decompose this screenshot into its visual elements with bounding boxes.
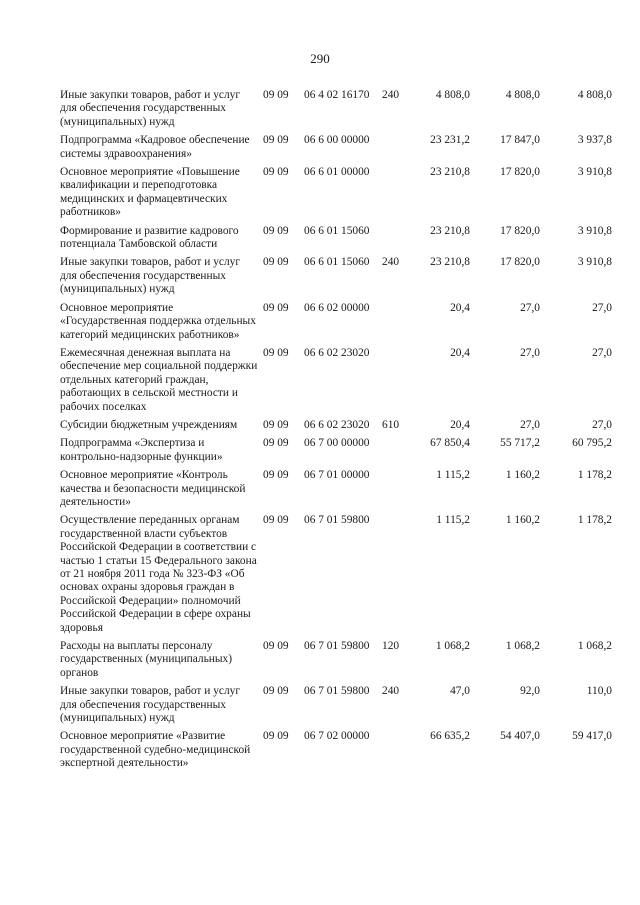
table-row [60, 166, 620, 220]
row-value-1: 47,0 [450, 685, 470, 698]
budget-table [60, 89, 620, 776]
row-value-1: 23 210,8 [430, 256, 470, 269]
table-row [60, 225, 620, 252]
row-value-3: 3 910,8 [577, 166, 612, 179]
row-value-1: 23 210,8 [430, 224, 470, 237]
row-section: 09 09 [263, 256, 289, 269]
row-value-3: 3 937,8 [577, 134, 612, 147]
row-target-article: 06 6 02 23020 [304, 418, 370, 431]
row-expense-type: 610 [382, 418, 400, 431]
row-value-3: 4 808,0 [577, 89, 612, 101]
row-value-3: 3 910,8 [577, 224, 612, 237]
row-value-3: 27,0 [592, 346, 612, 359]
row-value-2: 4 808,0 [505, 89, 540, 101]
row-value-1: 23 231,2 [430, 134, 470, 147]
row-section: 09 09 [263, 437, 289, 450]
row-value-3: 1 178,2 [577, 469, 612, 482]
row-value-2: 54 407,0 [500, 730, 540, 743]
row-value-2: 17 820,0 [500, 256, 540, 269]
row-name: Основное мероприятие «Развитие государственной судебно-медицинской экспертной деятельности» [60, 730, 251, 770]
row-target-article: 06 6 01 00000 [304, 166, 370, 179]
row-target-article: 06 7 02 00000 [304, 730, 370, 743]
row-value-2: 27,0 [520, 346, 540, 359]
row-section: 09 09 [263, 89, 289, 101]
row-section: 09 09 [263, 346, 289, 359]
row-value-2: 17 820,0 [500, 224, 540, 237]
row-section: 09 09 [263, 685, 289, 698]
row-name: Подпрограмма «Экспертиза и контрольно-надзорные функции» [60, 437, 223, 463]
row-value-2: 1 160,2 [505, 514, 540, 527]
row-name: Субсидии бюджетным учреждениям [60, 418, 238, 431]
row-value-2: 1 160,2 [505, 469, 540, 482]
table-row [60, 256, 620, 296]
row-target-article: 06 7 01 00000 [304, 469, 370, 482]
table-row [60, 685, 620, 725]
row-value-2: 27,0 [520, 301, 540, 314]
row-value-1: 20,4 [450, 346, 470, 359]
row-value-2: 55 717,2 [500, 437, 540, 450]
row-section: 09 09 [263, 224, 289, 237]
row-section: 09 09 [263, 418, 289, 431]
row-section: 09 09 [263, 469, 289, 482]
row-expense-type: 120 [382, 640, 400, 653]
row-value-1: 20,4 [450, 301, 470, 314]
row-target-article: 06 6 01 15060 [304, 256, 370, 269]
row-expense-type: 240 [382, 89, 400, 101]
row-value-3: 1 178,2 [577, 514, 612, 527]
row-value-1: 1 115,2 [436, 469, 470, 482]
row-name: Иные закупки товаров, работ и услуг для обеспечения государственных (муниципальных) нужд [60, 685, 241, 725]
row-value-3: 59 417,0 [572, 730, 612, 743]
row-section: 09 09 [263, 730, 289, 743]
row-value-1: 23 210,8 [430, 166, 470, 179]
row-target-article: 06 7 01 59800 [304, 514, 370, 527]
row-section: 09 09 [263, 640, 289, 653]
table-row [60, 469, 620, 509]
row-value-2: 17 847,0 [500, 134, 540, 147]
row-value-1: 67 850,4 [430, 437, 470, 450]
row-name: Формирование и развитие кадрового потенциала Тамбовской области [60, 224, 239, 251]
row-target-article: 06 7 00 00000 [304, 437, 370, 450]
row-value-3: 3 910,8 [577, 256, 612, 269]
row-value-1: 66 635,2 [430, 730, 470, 743]
row-value-3: 60 795,2 [572, 437, 612, 450]
row-value-3: 1 068,2 [577, 640, 612, 653]
table-row [60, 347, 620, 414]
row-section: 09 09 [263, 301, 289, 314]
row-target-article: 06 7 01 59800 [304, 685, 370, 698]
row-value-1: 1 068,2 [435, 640, 470, 653]
table-row [60, 302, 620, 342]
table-row [60, 437, 620, 464]
row-value-2: 17 820,0 [500, 166, 540, 179]
row-target-article: 06 6 00 00000 [304, 134, 370, 147]
row-target-article: 06 4 02 16170 [304, 89, 370, 101]
row-name: Расходы на выплаты персоналу государственных (муниципальных) органов [60, 640, 233, 679]
row-value-1: 4 808,0 [435, 89, 470, 101]
row-value-3: 27,0 [592, 301, 612, 314]
table-row [60, 89, 620, 129]
row-value-1: 20,4 [450, 418, 470, 431]
row-name: Ежемесячная денежная выплата на обеспечение мер социальной поддержки отдельных категорий граждан, работающих в сельской местности и рабочих поселках [60, 346, 258, 413]
table-row [60, 730, 620, 770]
row-value-3: 110,0 [586, 685, 612, 698]
row-value-2: 1 068,2 [505, 640, 540, 653]
table-row [60, 514, 620, 635]
table-row [60, 134, 620, 161]
row-section: 09 09 [263, 134, 289, 147]
row-section: 09 09 [263, 514, 289, 527]
table-row [60, 640, 620, 680]
row-name: Подпрограмма «Кадровое обеспечение системы здравоохранения» [60, 134, 250, 160]
row-value-1: 1 115,2 [436, 514, 470, 527]
row-value-2: 92,0 [520, 685, 540, 698]
row-expense-type: 240 [382, 685, 400, 698]
row-expense-type: 240 [382, 256, 400, 269]
row-name: Основное мероприятие «Контроль качества и безопасности медицинской деятельности» [60, 469, 246, 508]
row-name: Основное мероприятие «Государственная поддержка отдельных категорий медицинских работников» [60, 301, 256, 341]
row-section: 09 09 [263, 166, 289, 179]
row-value-3: 27,0 [592, 418, 612, 431]
row-name: Иные закупки товаров, работ и услуг для обеспечения государственных (муниципальных) нужд [60, 256, 241, 296]
row-target-article: 06 7 01 59800 [304, 640, 370, 653]
table-row [60, 419, 620, 432]
page-number: 290 [310, 51, 330, 66]
row-name: Иные закупки товаров, работ и услуг для обеспечения государственных (муниципальных) нужд [60, 89, 241, 128]
row-target-article: 06 6 02 00000 [304, 301, 370, 314]
row-name: Осуществление переданных органам государственной власти субъектов Российской Федерации в соответствии с частью 1 статьи 15 Федерального закона от 21 ноября 2011 года № 323-ФЗ «Об основах охраны здоровья граждан в Российской Федерации» полномочий Российской Федерации в сфере охраны здоровья [60, 514, 257, 634]
row-name: Основное мероприятие «Повышение квалификации и переподготовка медицинских и фармацевтических работников» [60, 166, 240, 219]
row-value-2: 27,0 [520, 418, 540, 431]
row-target-article: 06 6 01 15060 [304, 224, 370, 237]
row-target-article: 06 6 02 23020 [304, 346, 370, 359]
